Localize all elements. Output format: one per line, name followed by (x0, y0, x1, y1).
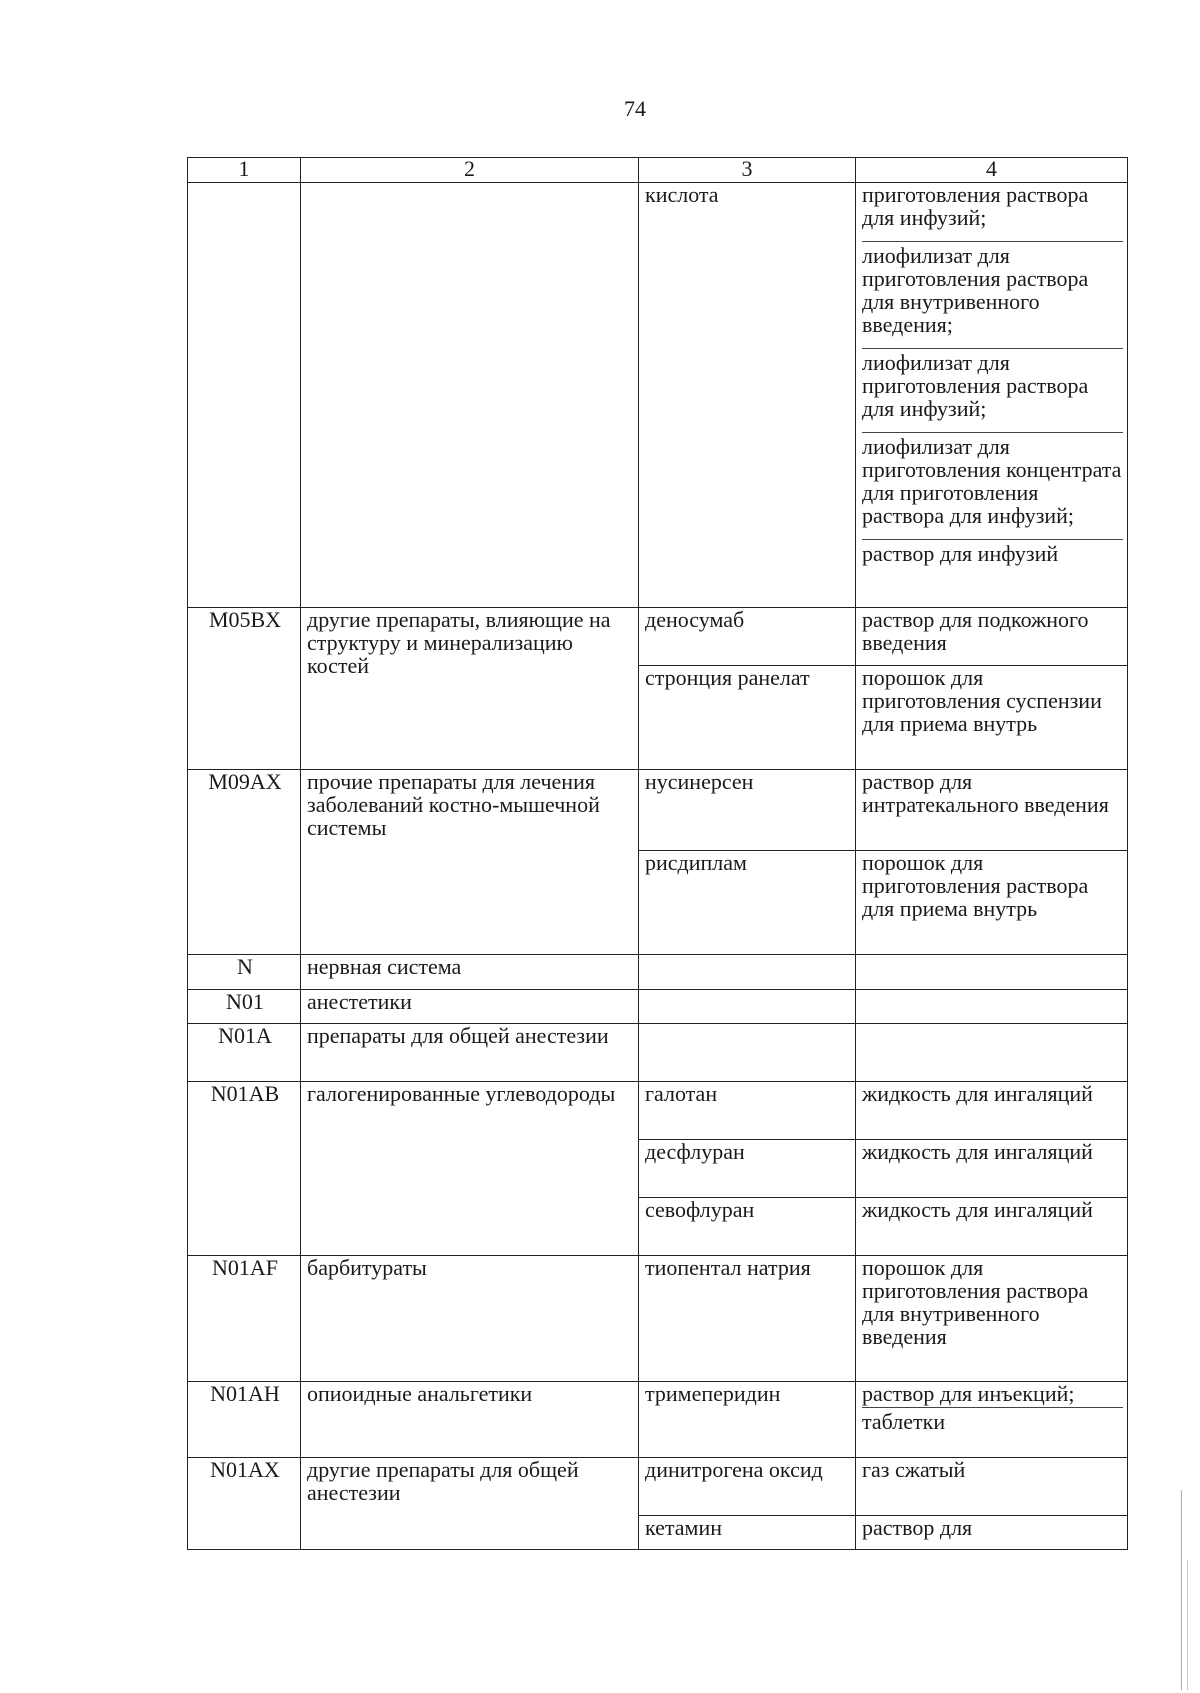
dosage-form-cell: жидкость для ингаляций (856, 1140, 1128, 1198)
dosage-form-cell: порошок для приготовления раствора для внутривенного введения (856, 1256, 1128, 1382)
column-number: 2 (301, 158, 639, 183)
dosage-form-cell: порошок для приготовления суспензии для приема внутрь (856, 666, 1128, 770)
group-name-cell: барбитураты (301, 1256, 639, 1382)
dosage-form-cell (856, 990, 1128, 1024)
substance-cell (639, 955, 856, 990)
dosage-form: раствор для инфузий (862, 539, 1123, 565)
dosage-form-cell (856, 1382, 1128, 1458)
dosage-form-cell (856, 1024, 1128, 1082)
group-name-cell: галогенированные углеводороды (301, 1082, 639, 1256)
substance-cell: тримеперидин (639, 1382, 856, 1458)
substance-cell: рисдиплам (639, 851, 856, 955)
table-row (188, 183, 1128, 608)
table-row (188, 955, 1128, 990)
table-row (188, 770, 1128, 851)
substance-cell: деносумаб (639, 608, 856, 666)
dosage-form: лиофилизат для приготовления раствора для инфузий; (862, 348, 1123, 420)
table-row (188, 1382, 1128, 1458)
table-row (188, 1458, 1128, 1516)
scan-edge-mark (1187, 1560, 1188, 1690)
atc-code-cell: N01AF (188, 1256, 301, 1382)
table-row (188, 608, 1128, 666)
page-number: 74 (624, 96, 646, 121)
substance-cell: десфлуран (639, 1140, 856, 1198)
group-name-cell: другие препараты, влияющие на структуру и минерализацию костей (301, 608, 639, 770)
dosage-form-cell (856, 183, 1128, 608)
substance-cell: динитрогена оксид (639, 1458, 856, 1516)
substance-cell (639, 1024, 856, 1082)
group-name-cell: нервная система (301, 955, 639, 990)
group-name-cell: анестетики (301, 990, 639, 1024)
column-number-row (188, 158, 1128, 183)
dosage-form: таблетки (862, 1407, 1123, 1433)
atc-code-cell: N01AB (188, 1082, 301, 1256)
medication-table (187, 157, 1128, 1550)
atc-code-cell: N01AX (188, 1458, 301, 1550)
group-name-cell (301, 183, 639, 608)
atc-code-cell: N01AH (188, 1382, 301, 1458)
dosage-form-cell: жидкость для ингаляций (856, 1082, 1128, 1140)
column-number: 3 (639, 158, 856, 183)
column-number: 4 (856, 158, 1128, 183)
atc-code-cell: M05BX (188, 608, 301, 770)
table-row (188, 1024, 1128, 1082)
group-name-cell: опиоидные анальгетики (301, 1382, 639, 1458)
atc-code-cell: N01 (188, 990, 301, 1024)
atc-code-cell (188, 183, 301, 608)
dosage-form: приготовления раствора для инфузий; (862, 182, 1089, 230)
table-row (188, 1256, 1128, 1382)
dosage-form: лиофилизат для приготовления раствора для внутривенного введения; (862, 241, 1123, 336)
column-number: 1 (188, 158, 301, 183)
group-name-cell: препараты для общей анестезии (301, 1024, 639, 1082)
dosage-form-cell: жидкость для ингаляций (856, 1198, 1128, 1256)
atc-code-cell: N (188, 955, 301, 990)
dosage-form: лиофилизат для приготовления концентрата для приготовления раствора для инфузий; (862, 434, 1122, 528)
dosage-form-cell: раствор для подкожного введения (856, 608, 1128, 666)
dosage-form-cell: раствор для (856, 1516, 1128, 1550)
substance-cell: галотан (639, 1082, 856, 1140)
substance-cell: нусинерсен (639, 770, 856, 851)
dosage-form-cell (856, 955, 1128, 990)
dosage-form: раствор для инъекций; (862, 1381, 1075, 1406)
group-name-cell: прочие препараты для лечения заболеваний костно-мышечной системы (301, 770, 639, 955)
dosage-form-cell: газ сжатый (856, 1458, 1128, 1516)
table-row (188, 990, 1128, 1024)
substance-cell: стронция ранелат (639, 666, 856, 770)
substance-cell: севофлуран (639, 1198, 856, 1256)
substance-cell (639, 990, 856, 1024)
substance-cell: кетамин (639, 1516, 856, 1550)
substance-cell: тиопентал натрия (639, 1256, 856, 1382)
atc-code-cell: N01A (188, 1024, 301, 1082)
table-row (188, 1082, 1128, 1140)
atc-code-cell: M09AX (188, 770, 301, 955)
dosage-form-cell: раствор для интратекального введения (856, 770, 1128, 851)
scan-edge-mark (1181, 1490, 1182, 1690)
dosage-form-cell: порошок для приготовления раствора для приема внутрь (856, 851, 1128, 955)
substance-cell: кислота (639, 183, 856, 608)
group-name-cell: другие препараты для общей анестезии (301, 1458, 639, 1550)
